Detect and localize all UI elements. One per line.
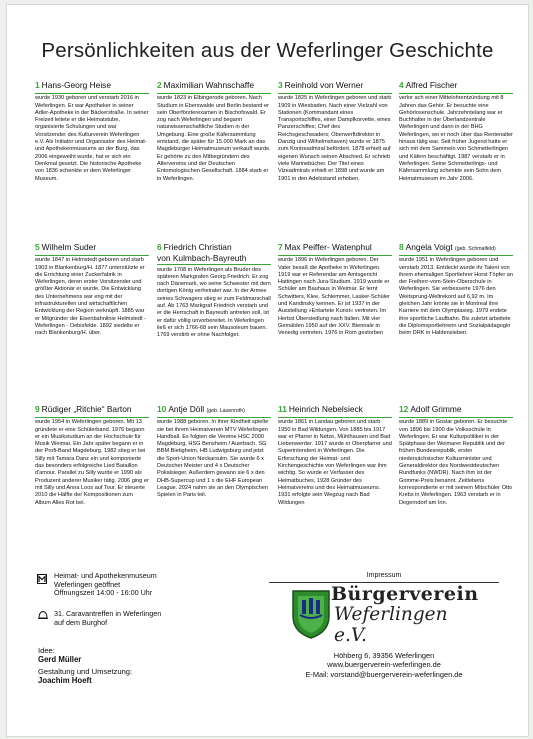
person-card [35,405,149,507]
person-bio: wurde 1823 in Elbingerode geboren. Nach Studium in Eberswalde und Berlin bestand er sein Oberförsterexamen in Bischofswald. Er zog nach Weferlingen und begann naturwissenschaftliche Studien in der Umgebung. Eine große Käfersammlung entstand, die später für 15.000 Mark an das Magdeburger Heimatmuseum verkauft wurde. Er gehörte zu den Mitbegründern des Allervereins und der Deutschen Entomologischen Gesellschaft. 1884 starb er in Weferlingen. [157,95,271,182]
person-bio: wurde 1988 geboren. In ihrer Kindheit spielte sie bei ihrem Heimatverein MTV Weferlingen Handball. Es folgten die Vereine HSC 2000 Magdeburg, HSG Bensheim / Auerbach, SG BBM Bietigheim, HB Ludwigsburg und jetzt die Sport-Union Neckarsulm. Sie wurde 6 x Deutscher Meister und 4 x Deutscher Pokalsieger. Außerdem gewann sie 6 x den DHB-Supercup und 1 x die EHF European League. 2024 nahm sie an den Olympischen Spielen in Paris teil. [157,419,269,499]
person-card [35,81,149,183]
person-name-line2: von Kulmbach-Bayreuth [157,253,247,264]
caravan-line-2: auf dem Burghof [54,617,108,627]
person-heading [399,405,513,418]
person-bio: wurde 1889 in Goslar geboren. Er besuchte von 1896 bis 1900 die Volksschule in Weferlingen. Er war Kulturpolitiker in der Spätphase der Weimarer Republik und der frühen Bundesrepublik, erster niedersächsischer Kultusminister und Generaldirektor des Nordwestdeutschen Rundfunks (NWDR). Nach ihm ist der Grimme-Preis benannt. Zeitlebens korrespondierte er mit seinem Mitschüler Otto Krebs in Weferlingen. 1963 verstarb er in Degerndorf am Inn. [399,419,513,506]
person-number: 6 [157,242,162,252]
person-card [399,81,513,183]
museum-info [54,572,157,598]
idea-name: Gerd Müller [38,655,82,664]
person-heading [278,81,392,94]
person-number: 4 [399,80,404,90]
person-card [278,81,392,183]
person-name-note: (geb. Lauenroth) [206,408,245,414]
impressum-address [269,651,499,679]
buergerverein-logo [290,583,479,646]
person-heading [399,243,513,256]
person-name: Reinhold von Werner [284,80,364,90]
person-name: Angela Voigt [405,242,453,252]
person-number: 10 [157,404,167,414]
person-name: Alfred Fischer [405,80,458,90]
person-number: 8 [399,242,404,252]
person-heading [278,405,392,418]
person-heading [157,81,271,94]
person-name: Friedrich Christian [163,242,232,252]
person-heading [157,405,271,418]
museum-hours: Öffnungszeit 14:00 - 16:00 Uhr [54,588,153,598]
person-number: 3 [278,80,283,90]
person-name: Rüdiger „Ritchie“ Barton [41,404,132,414]
person-card [278,243,392,338]
person-number: 11 [278,404,287,414]
person-card [157,81,271,183]
design-name: Joachim Hoeft [38,676,92,685]
person-name: Max Peiffer- Watenphul [284,242,372,252]
museum-line-2: Weferlingen geöffnet [54,579,121,589]
person-bio: wurde 1896 in Weferlingen geboren. Der Vater besaß die Apotheke in Weferlingen. 1919 war er Referendar am Amtsgericht Hattingen nach Jura-Studium. 1919 wurde er Schüler am Bauhaus in Weimar. Er lernt Schwitters, Klee, Schlemmer, Lasker-Schüler und Kandinsky kennen. Er ist 1937 in der Ausstellung »Entartete Kunst« vertreten. Im Herbst Übersiedlung nach Italien. Mit vier Gemälden 1950 auf der XXV. Biennale in Venedig vertreten. 1976 in Rom gestorben [278,257,390,337]
person-number: 2 [157,80,162,90]
person-card [157,243,271,340]
email-link[interactable]: E-Mail: vorstand@buergerverein-weferlingen.de [305,669,463,679]
logo-text-top: Bürgerverein [331,583,479,605]
person-card [157,405,271,500]
person-bio: wurde 1930 geboren und verstarb 2016 in Weferlingen. Er war Apotheker in seiner Adler-Apotheke in der Bäckerstraße. In seiner Freizeit leitete er die Heimatstube, organisierte Schulungen und war Vorsitzender des Kulturverein Weferlingen e.V. Als Initiator und Organisator des Heimat- und Apothekenmuseums an der Burg, das 2006 eingeweiht wurde, hat er sich ein Denkmal gesetzt. Die historische Apotheke von 1836 schenkte er dem Weferlinger Museum. [35,95,149,182]
person-name: Maximilian Wahnschaffe [163,80,254,90]
person-heading [157,243,271,265]
person-bio: wurde 1825 in Weferlingen geboren und starb 1909 in Wiesbaden. Nach einer Vielzahl von Stationen (Kommandant eines Transportschiffes, einer Dampfkorvette, eines Panzerschiffes; Chef des Reichsgeschwaders; Oberwerftdirektor in Danzig und Wilhelmshaven) wurde er 1875 zum Kontreadmiral befördert. 1878 erhielt auf eigenen Wunsch seinen Abschied. Er schrieb viele Marinebücher. Der Titel eines Vizeadmirals erhielt er 1898 und wurde am 1901 in den Adelsstand erhoben. [278,95,392,182]
person-bio: verlor ach einer Mittelohrentzündung mit 8 Jahren das Gehör. Er besuchte eine Gehörlosenschule. Jahrzehntelang war er Buchhalter in der Überlandzentrale Weferlingen und dann in der BHG Weferlingen, wo er noch über das Rentenalter hinaus tätig war. Seit früher Jugend hatte er sich mit dem Sammeln von Schmetterlingen und Käfern beschäftigt. 1987 verstarb er in Weferlingen. Seine Schmetterlings- und Käfersammlung schenkte sein Sohn dem Heimatmuseum im Jahr 2006. [399,95,514,182]
person-name-note: (geb. Schmalfeld) [455,246,496,252]
museum-line-1: Heimat- und Apothekenmuseum [54,571,157,580]
person-heading [278,243,392,256]
idea-label: Idee: [38,646,55,655]
coat-of-arms-icon [290,588,332,640]
person-bio: wurde 1954 in Weferlingen geboren. Mit 13 gründete er eine Schülerband. 1976 begann er ein Musikstudium an der Hochschule für Musik Weimar. Ein Jahr später begann er in der Profi-Band Magdeburg. 1982 stieg er bei Silly mit Tamara Danz ein und komponierte das besonders erfolgreiche Lied Bataillon d'amour. Parallel zu Silly wurde er 1990 als Produzent anderer Musiker tätig. 2006 ging er mit Silly und Anna Loos auf Tour. Er steuerte 2010 die Hälfte der Kompositionen zum Album Alles Rot bei. [35,419,149,506]
person-name: Antje Döll [168,404,205,414]
person-bio: wurde 1847 in Helmstedt geboren und starb 1903 in Blankenburg/H. 1877 unterstützte er die Errichtung einer Zuckerfabrik in Weferlingen, deren erster Vorsitzender und größter Aktionär er wurde. Die Entwicklung des Unternehmens war eng mit der infrastrukturellen und wirtschaftlichen Entwicklung der Region verknüpft. 1885 war er Mitgründer der Eisenbahnlinie Helmstedt - Weferlingen - Oebisfelde. 1892 siedelte er nach Blankenburg/H. über. [35,257,146,337]
caravan-info [54,610,161,627]
bell-icon [37,610,49,621]
person-card [399,243,513,338]
person-number: 12 [399,404,409,414]
caravan-line-1: 31. Caravantreffen in Weferlingen [54,609,162,618]
design-label: Gestaltung und Umsetzung: [38,667,133,676]
person-card [399,405,513,507]
person-number: 7 [278,242,283,252]
logo-text-bottom: Weferlingen e.V. [334,604,448,646]
person-name: Hans-Georg Heise [41,80,112,90]
website-link[interactable]: www.buergerverein-weferlingen.de [327,660,441,670]
person-heading [399,81,513,94]
person-card [278,405,392,507]
impressum-heading: Impressum [269,572,499,583]
person-bio: wurde 1708 in Weferlingen als Bruder des späteren Markgrafen Georg Friedrich. Er zog nach Dänemark, wo seine Schwester mit dem dortigen König verheiratet war. In der Armee seines Schwagers stieg er zum Feldmarschall auf. Ab 1763 Markgraf Friedrich verstarb und er die Herrschaft in Bayreuth antreten soll, ist er dafür völlig unvorbereitet. In Weferlingen ließ er sich 1766-68 sein Mausoleum bauen. 1769 verstirb er ohne Nachfolger. [157,266,271,339]
person-heading [35,243,149,256]
person-bio: wurde 1861 in Landau geboren und starb 1950 in Bad Wildungen. Von 1885 bis 1917 war er Pfarrer in Netze, Mühlhausen und Bad Liebenwerder. 1917 wurde er Oberpfarrer und Superintendent in Weferlingen. Die Erforschung der Heimat- und Kirchengeschichte von Weferlingen war ihm wichtig. So wurde er Verfasser des Heimatbuches, 1928 Gründer des Heimatvereins und des Heimatmuseums. 1931 erfolgte sein Wegzug nach Bad Wildungen [278,419,392,506]
poster-page [6,4,529,737]
page-title: Persönlichkeiten aus der Weferlinger Geschichte [41,39,494,62]
address-line: Höhberg 6, 39356 Weferlingen [333,651,435,660]
person-number: 5 [35,242,40,252]
person-heading [35,81,149,94]
person-name: Wilhelm Suder [41,242,97,252]
person-heading [35,405,149,418]
person-number: 9 [35,404,40,414]
person-name: Heinrich Nebelsieck [288,404,363,414]
museum-icon [37,574,47,584]
person-bio: wurde 1951 in Weferlingen geboren und verstarb 2013. Entdeckt wurde ihr Talent von ihrem ehemaligen Sportlehrer Horst Töpfer an der Freiherr-vom-Stein-Oberschule in Weferlingen. Sie verbesserte 1976 den Weitsprung-Weltrekord auf 6,92 m. Im gleichen Jahr krönte sie in Montreal ihre Karriere mit dem Olympiasieg. 1979 endete ihre sportliche Laufbahn. Bis zuletzt arbeitete die Diplomsportlehrerin und Sozialpädagogin beim DRK in Haldensleben. [399,257,514,337]
person-number: 1 [35,80,40,90]
person-card [35,243,149,338]
person-name: Adolf Grimme [410,404,462,414]
credits [38,646,132,685]
